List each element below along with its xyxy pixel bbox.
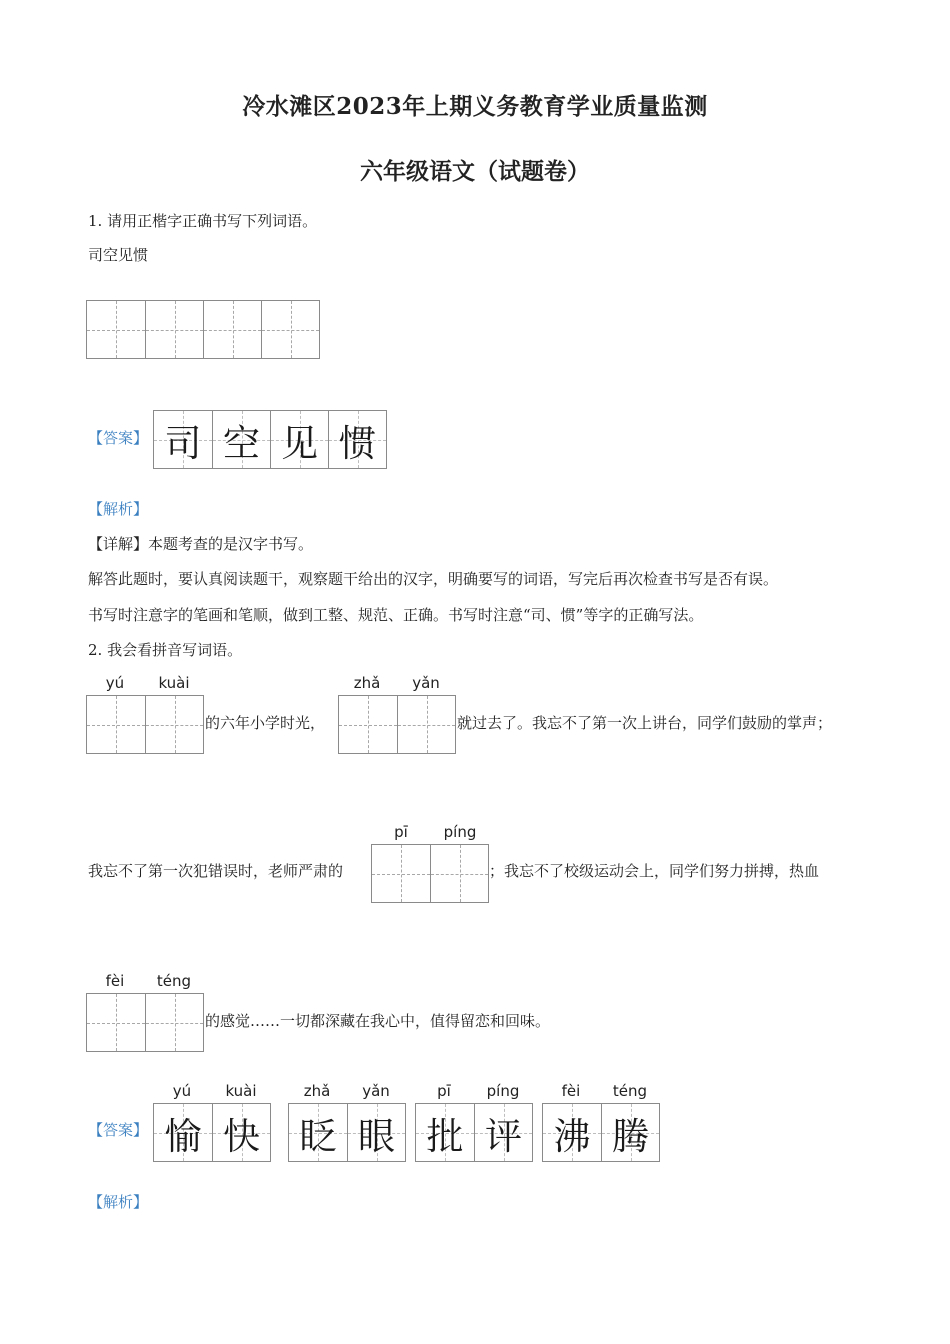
pinyin-label: kuài [225,1082,257,1100]
pinyin-label: fèi [105,972,125,990]
pinyin-label: zhǎ [353,674,381,692]
pinyin-label: zhǎ [303,1082,331,1100]
grid-cell [339,696,397,753]
grid-cell [372,845,430,902]
answer-char: 惯 [328,411,386,468]
q1-detail: 【详解】本题考查的是汉字书写。 [88,535,314,553]
q2-text-3: 我忘不了第一次犯错误时，老师严肃的 [88,862,344,880]
answer-char: 腾 [601,1104,659,1161]
pinyin-label: pī [394,823,408,841]
pinyin-label: kuài [158,674,190,692]
grid-cell [145,301,203,358]
grid-cell [145,994,203,1051]
q1-para1: 解答此题时，要认真阅读题干，观察题干给出的汉字，明确要写的词语，写完后再次检查书写是否有误。 [88,570,779,588]
grid-cell [145,696,203,753]
answer-char: 眼 [347,1104,405,1161]
q2-answer-grid-2 [288,1103,406,1162]
answer-char: 眨 [289,1104,347,1161]
pinyin-label: yǎn [412,674,440,692]
q1-writing-grid [86,300,320,359]
pinyin-label: yǎn [362,1082,390,1100]
q2-text-2: 就过去了。我忘不了第一次上讲台，同学们鼓励的掌声； [457,714,833,732]
grid-cell [430,845,488,902]
q2-writing-grid-4 [86,993,204,1052]
q2-analysis-label: 【解析】 [88,1193,149,1211]
q1-answer-label: 【答案】 [88,429,149,447]
q2-answer-grid-3 [415,1103,533,1162]
q1-para2: 书写时注意字的笔画和笔顺，做到工整、规范、正确。书写时注意“司、惯”等字的正确写法。 [88,606,704,624]
pinyin-label: fèi [561,1082,581,1100]
pinyin-label: píng [486,1082,520,1100]
pinyin-label: yú [105,674,125,692]
answer-char: 快 [212,1104,270,1161]
pinyin-label: yú [172,1082,192,1100]
q2-text-1: 的六年小学时光， [205,714,326,732]
q2-text-4: ；我忘不了校级运动会上，同学们努力拼搏，热血 [489,862,820,880]
pinyin-label: téng [612,1082,648,1100]
document-title: 冷水滩区2023年上期义务教育学业质量监测 [242,93,708,120]
grid-cell [261,301,319,358]
q1-answer-grid [153,410,387,469]
answer-char: 评 [474,1104,532,1161]
q1-prompt: 1. 请用正楷字正确书写下列词语。 [88,212,318,230]
q2-writing-grid-3 [371,844,489,903]
q2-answer-grid-1 [153,1103,271,1162]
answer-char: 沸 [543,1104,601,1161]
pinyin-label: pī [437,1082,451,1100]
answer-char: 批 [416,1104,474,1161]
grid-cell [87,696,145,753]
grid-cell [397,696,455,753]
q2-answer-grid-4 [542,1103,660,1162]
q2-prompt: 2. 我会看拼音写词语。 [88,641,243,659]
document-subtitle: 六年级语文（试题卷） [360,158,590,185]
answer-char: 空 [212,411,270,468]
answer-char: 见 [270,411,328,468]
q2-text-5: 的感觉……一切都深藏在我心中，值得留恋和回味。 [205,1012,551,1030]
grid-cell [203,301,261,358]
answer-char: 愉 [154,1104,212,1161]
q2-writing-grid-2 [338,695,456,754]
q2-answer-label: 【答案】 [88,1121,149,1139]
answer-char: 司 [154,411,212,468]
grid-cell [87,994,145,1051]
q1-word: 司空见惯 [88,246,149,264]
q1-analysis-label: 【解析】 [88,500,149,518]
grid-cell [87,301,145,358]
pinyin-label: píng [443,823,477,841]
pinyin-label: téng [156,972,192,990]
q2-writing-grid-1 [86,695,204,754]
